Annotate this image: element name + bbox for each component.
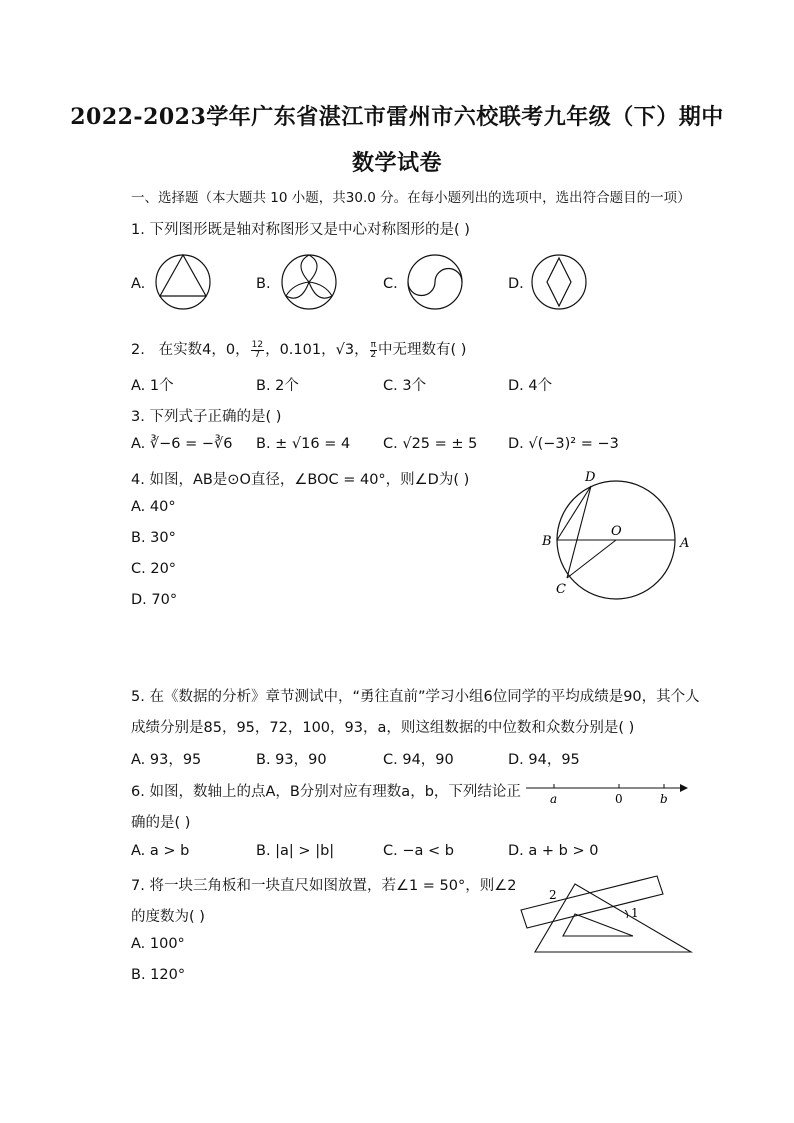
question-7-line2: 的度数为( ) bbox=[131, 909, 205, 925]
q6-label-b: b bbox=[660, 792, 668, 806]
q2-option-b: B. 2个 bbox=[256, 378, 299, 394]
q2-option-a: A. 1个 bbox=[131, 378, 174, 394]
q1-figure-b bbox=[279, 252, 339, 312]
q4-label-a: A bbox=[680, 536, 690, 551]
q6-option-c: C. −a < b bbox=[383, 843, 454, 859]
q4-label-o: O bbox=[611, 524, 622, 539]
q5-option-a: A. 93，95 bbox=[131, 752, 202, 768]
q2-stem-mid: ，0.101， bbox=[265, 342, 336, 358]
q2-frac1-num: 12 bbox=[251, 339, 264, 350]
q4-label-d: D bbox=[585, 470, 596, 485]
question-7-line1: 7. 将一块三角板和一块直尺如图放置，若∠1 = 50°，则∠2 bbox=[131, 878, 517, 894]
q1-option-b-label: B. bbox=[256, 276, 271, 292]
q4-option-c: C. 20° bbox=[131, 561, 177, 577]
question-5-line1: 5. 在《数据的分析》章节测试中，“勇往直前”学习小组6位同学的平均成绩是90，其个人 bbox=[131, 689, 700, 705]
q1-figure-d bbox=[529, 252, 589, 312]
q2-stem-pre: 在实数4，0， bbox=[158, 342, 250, 358]
question-1-stem: 1. 下列图形既是轴对称图形又是中心对称图形的是( ) bbox=[131, 222, 470, 238]
q2-frac2-num: π bbox=[370, 339, 376, 350]
q7-option-b: B. 120° bbox=[131, 967, 186, 983]
section-header: 一、选择题（本大题共 10 小题，共30.0 分。在每小题列出的选项中，选出符合题目的一项） bbox=[131, 190, 691, 206]
q5-option-b: B. 93，90 bbox=[256, 752, 327, 768]
q4-option-b: B. 30° bbox=[131, 530, 176, 546]
q4-option-a: A. 40° bbox=[131, 499, 176, 515]
q7-triangle-ruler-figure bbox=[515, 872, 695, 958]
q6-option-d: D. a + b > 0 bbox=[508, 843, 599, 859]
question-5-line2: 成绩分别是85，95，72，100，93，a，则这组数据的中位数和众数分别是( ) bbox=[131, 720, 635, 736]
q1-figure-c bbox=[405, 252, 465, 312]
q6-number-line bbox=[522, 778, 694, 808]
q7-label-1: 1 bbox=[631, 906, 639, 920]
q2-fraction-12-7 bbox=[251, 341, 264, 360]
q7-label-2: 2 bbox=[549, 888, 557, 902]
q1-option-d-label: D. bbox=[508, 276, 524, 292]
q2-frac2-den: 2 bbox=[370, 349, 377, 360]
q1-option-c-label: C. bbox=[383, 276, 398, 292]
q1-figure-a bbox=[153, 252, 213, 312]
q6-arrow-icon bbox=[680, 784, 688, 792]
q1-option-a-label: A. bbox=[131, 276, 146, 292]
q7-option-a: A. 100° bbox=[131, 936, 185, 952]
page-title: 2022-2023学年广东省湛江市雷州市六校联考九年级（下）期中 bbox=[70, 104, 724, 130]
q6-option-a: A. a > b bbox=[131, 843, 190, 859]
q4-segment-oc bbox=[567, 540, 616, 578]
q3-option-d: D. √(−3)² = −3 bbox=[508, 436, 619, 452]
q7-outer-triangle bbox=[535, 884, 691, 952]
q7-inner-triangle bbox=[563, 914, 633, 936]
q5-option-d: D. 94，95 bbox=[508, 752, 580, 768]
question-6-line1: 6. 如图，数轴上的点A，B分别对应有理数a，b，下列结论正 bbox=[131, 784, 521, 800]
q2-comma: ， bbox=[354, 342, 369, 358]
q5-option-c: C. 94，90 bbox=[383, 752, 454, 768]
q2-option-c: C. 3个 bbox=[383, 378, 427, 394]
page-subtitle: 数学试卷 bbox=[351, 150, 442, 176]
question-2-stem bbox=[131, 338, 466, 360]
q2-stem-post: 中无理数有( ) bbox=[377, 342, 467, 358]
q3-option-a: A. ∛−6 = −∛6 bbox=[131, 436, 233, 452]
q3-option-b: B. ± √16 = 4 bbox=[256, 436, 351, 452]
question-4-stem: 4. 如图，AB是⊙O直径，∠BOC = 40°，则∠D为( ) bbox=[131, 472, 470, 488]
q6-label-zero: 0 bbox=[615, 792, 623, 806]
q4-segment-db bbox=[557, 486, 591, 540]
q4-label-c: C bbox=[556, 582, 566, 597]
q2-number: 2. bbox=[131, 342, 145, 358]
q2-frac1-den: 7 bbox=[254, 349, 261, 360]
question-3-stem: 3. 下列式子正确的是( ) bbox=[131, 409, 282, 425]
q3-option-c: C. √25 = ± 5 bbox=[383, 436, 478, 452]
question-6-line2: 确的是( ) bbox=[131, 815, 191, 831]
q4-segment-dc bbox=[567, 486, 591, 578]
q4-circle-figure bbox=[535, 465, 700, 610]
q6-label-a: a bbox=[550, 792, 558, 806]
q2-sqrt3: √3 bbox=[335, 342, 355, 358]
q2-option-d: D. 4个 bbox=[508, 378, 553, 394]
q4-option-d: D. 70° bbox=[131, 592, 178, 608]
q4-label-b: B bbox=[542, 534, 552, 549]
q6-option-b: B. |a| > |b| bbox=[256, 843, 335, 859]
q2-fraction-pi-2 bbox=[370, 341, 377, 360]
